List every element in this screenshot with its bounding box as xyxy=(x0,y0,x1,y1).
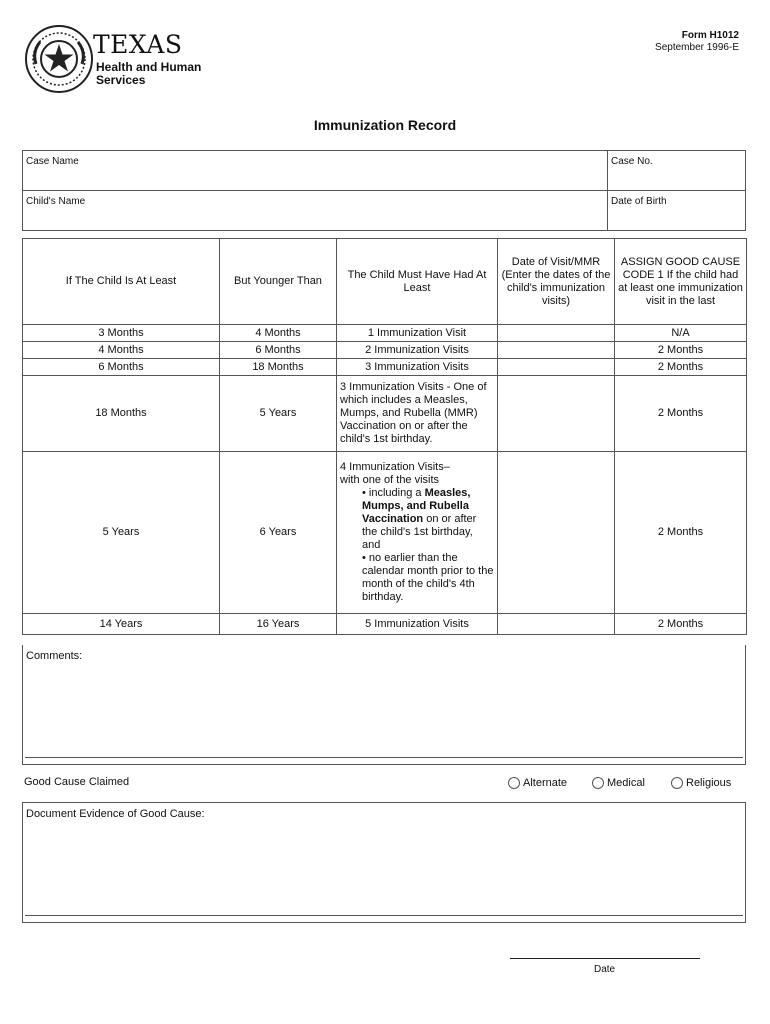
comments-rule xyxy=(25,757,743,758)
document-evidence-label: Document Evidence of Good Cause: xyxy=(26,808,205,820)
must-have-intro: 4 Immunization Visits– xyxy=(340,461,450,473)
date-line[interactable] xyxy=(510,958,700,959)
form-number: Form H1012 xyxy=(681,30,739,41)
cell-at-least: 18 Months xyxy=(23,376,220,452)
cell-at-least: 5 Years xyxy=(23,452,220,614)
logo-wordmark: TEXAS xyxy=(93,30,183,59)
cell-must-have xyxy=(337,452,498,614)
cell-date-of-visit[interactable] xyxy=(498,614,615,635)
table-row xyxy=(23,376,747,452)
cell-at-least: 6 Months xyxy=(23,359,220,376)
must-have-intro2: with one of the visits xyxy=(340,474,440,486)
childs-name-label: Child's Name xyxy=(26,196,86,207)
table-row xyxy=(23,325,747,342)
column-header: Date of Visit/MMR (Enter the dates of the child's immunization visits) xyxy=(498,239,615,325)
comments-label: Comments: xyxy=(26,650,83,662)
cell-good-cause: N/A xyxy=(615,325,747,342)
cell-must-have: 3 Immunization Visits xyxy=(337,359,498,376)
cell-at-least: 14 Years xyxy=(23,614,220,635)
cell-must-have: 3 Immunization Visits - One of which includes a Measles, Mumps, and Rubella (MMR) Vaccination on or after the child's 1st birthday. xyxy=(337,376,498,452)
cell-good-cause: 2 Months xyxy=(615,342,747,359)
radio-alternate[interactable]: Alternate xyxy=(508,777,567,789)
must-have-bullet-1: • including a Measles, Mumps, and Rubella Vaccination on or after the child's 1st birthday, and xyxy=(362,487,477,551)
table-row xyxy=(23,452,747,614)
must-have-bullet-2: • no earlier than the calendar month prior to the month of the child's 4th birthday. xyxy=(362,552,494,603)
cell-younger-than: 4 Months xyxy=(220,325,337,342)
column-header: If The Child Is At Least xyxy=(23,239,220,325)
column-header: ASSIGN GOOD CAUSE CODE 1 If the child had at least one immunization visit in the last xyxy=(615,239,747,325)
cell-must-have: 2 Immunization Visits xyxy=(337,342,498,359)
cell-date-of-visit[interactable] xyxy=(498,325,615,342)
immunization-table xyxy=(22,238,747,635)
cell-good-cause: 2 Months xyxy=(615,452,747,614)
logo-line-1: Health and Human xyxy=(96,60,202,74)
logo-line-2: Services xyxy=(96,73,146,87)
cell-date-of-visit[interactable] xyxy=(498,452,615,614)
table-row xyxy=(23,342,747,359)
cell-younger-than: 18 Months xyxy=(220,359,337,376)
page-title: Immunization Record xyxy=(313,117,457,133)
cell-must-have: 1 Immunization Visit xyxy=(337,325,498,342)
cell-date-of-visit[interactable] xyxy=(498,359,615,376)
column-header: The Child Must Have Had At Least xyxy=(337,239,498,325)
table-row xyxy=(23,614,747,635)
date-label: Date xyxy=(594,964,616,975)
cell-at-least: 4 Months xyxy=(23,342,220,359)
table-header-row xyxy=(23,239,747,325)
cell-at-least: 3 Months xyxy=(23,325,220,342)
evidence-rule xyxy=(25,915,743,916)
date-of-birth-label: Date of Birth xyxy=(611,196,667,207)
radio-circle-icon xyxy=(671,777,683,789)
date-of-birth-field[interactable] xyxy=(607,190,746,231)
case-name-label: Case Name xyxy=(26,156,79,167)
cell-date-of-visit[interactable] xyxy=(498,376,615,452)
form-date: September 1996-E xyxy=(655,42,739,53)
good-cause-label: Good Cause Claimed xyxy=(24,776,130,788)
radio-circle-icon xyxy=(508,777,520,789)
column-header: But Younger Than xyxy=(220,239,337,325)
texas-hhs-seal-icon xyxy=(24,24,94,94)
radio-medical[interactable]: Medical xyxy=(592,777,645,789)
case-no-field[interactable] xyxy=(607,150,746,191)
cell-good-cause: 2 Months xyxy=(615,376,747,452)
radio-circle-icon xyxy=(592,777,604,789)
cell-younger-than: 5 Years xyxy=(220,376,337,452)
cell-date-of-visit[interactable] xyxy=(498,342,615,359)
cell-younger-than: 16 Years xyxy=(220,614,337,635)
case-no-label: Case No. xyxy=(611,156,653,167)
comments-field[interactable] xyxy=(22,645,746,765)
cell-good-cause: 2 Months xyxy=(615,614,747,635)
radio-religious[interactable]: Religious xyxy=(671,777,731,789)
table-row xyxy=(23,359,747,376)
case-name-field[interactable] xyxy=(22,150,608,191)
cell-younger-than: 6 Months xyxy=(220,342,337,359)
cell-must-have: 5 Immunization Visits xyxy=(337,614,498,635)
cell-good-cause: 2 Months xyxy=(615,359,747,376)
childs-name-field[interactable] xyxy=(22,190,608,231)
cell-younger-than: 6 Years xyxy=(220,452,337,614)
document-evidence-field[interactable] xyxy=(22,802,746,923)
